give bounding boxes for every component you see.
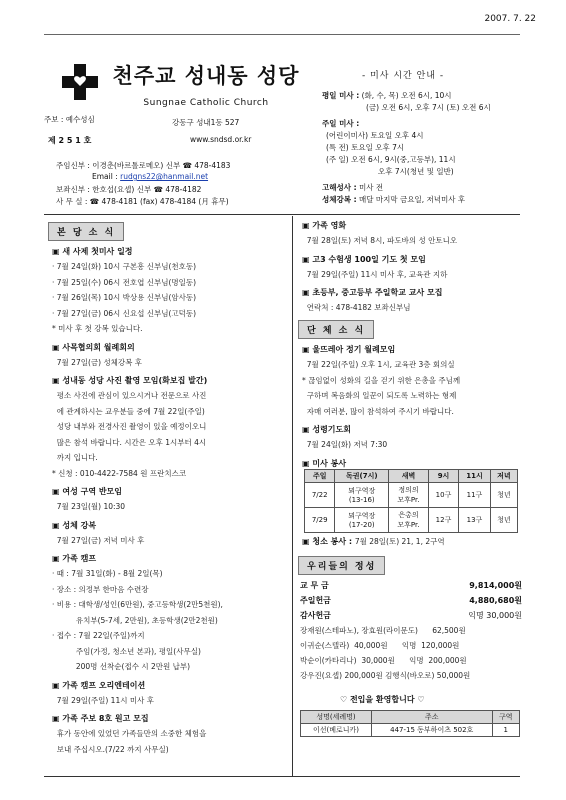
news-item-text: * 신청 : 010-4422-7584 원 프란치스코 (52, 468, 187, 478)
adoration-line (322, 194, 465, 205)
finance-row (300, 608, 522, 623)
mass-service-row (305, 508, 518, 533)
groups-news-heading: 단 체 소 식 (298, 320, 374, 339)
news-item-text: · 7월 25일(수) 06시 전호엽 신부님(명일동) (52, 277, 197, 287)
church-title: 천주교 성내동 성당 (112, 64, 300, 88)
news-item-text: 연락처 : 478-4182 보좌신부님 (302, 303, 411, 312)
parish-news-list (52, 244, 288, 757)
donation-line: 이귀순(스텔라) 40,000원 익명 120,000원 (300, 641, 460, 650)
mass-service-header-row (305, 470, 518, 483)
bottom-divider (44, 776, 520, 777)
patron: 주보 : 예수성심 (44, 115, 95, 124)
news-item-heading: ▣ 사목협의회 월례회의 (52, 342, 135, 352)
news-item-text: 7월 22일(주일) 오후 1시, 교육관 3층 회의실 (302, 360, 455, 369)
finance-label: 주일헌금 (300, 596, 331, 605)
donation-line: 강우진(요셉) 200,000원 김행식(바오로) 50,000원 (300, 671, 471, 680)
news-item-text: · 장소 : 의정부 한마음 수련장 (52, 584, 149, 594)
mass-service-row (305, 483, 518, 508)
mass-service-col-header: 9시 (428, 470, 458, 483)
cleaning-value: 7월 28일(토) 21, 1, 2구역 (354, 537, 445, 546)
news-item-text: · 접수 : 7월 22일(주일)까지 (52, 631, 145, 640)
news-item-text: 7월 29일(주일) 11시 미사 후, 교육관 지하 (302, 269, 448, 279)
mass-service-body (305, 483, 518, 533)
news-item-text: * 미사 후 첫 강복 있습니다. (52, 324, 143, 333)
news-item-text: · 때 : 7월 31일(화) - 8월 2일(목) (52, 569, 163, 578)
news-item-heading: ▣ 초등부, 중고등부 주일학교 교사 모집 (302, 288, 443, 297)
news-item-heading: ▣ 새 사제 첫미사 일정 (52, 247, 133, 256)
news-item-heading: ▣ 성령기도회 (302, 425, 351, 434)
news-item-heading: ▣ 미사 봉사 (302, 458, 347, 468)
welcome-cell: 447-15 동부하이츠 502호 (371, 724, 492, 737)
welcome-cell: 이선(베로니카) (301, 724, 372, 737)
mass-service-cell: 13구 (459, 508, 491, 533)
pastor-info: 주임신부 : 이경춘(바르톨로메오) 신부 ☎ 478-4183 (56, 161, 231, 170)
welcome-title: ♡ 전입을 환영합니다 ♡ (340, 695, 425, 704)
finance-label: 감사헌금 (300, 611, 331, 620)
mass-service-col-header: 11시 (459, 470, 491, 483)
news-item-heading: ▣ 가족 캠프 (52, 554, 97, 563)
donation-line: 박순이(카타리나) 30,000원 익명 200,000원 (300, 656, 467, 665)
finance-amount: 4,880,680원 (469, 596, 522, 605)
office-info: 사 무 실 : ☎ 478-4181 (fax) 478-4184 (月 휴무) (56, 197, 229, 206)
sunday-mass-2: (특 전) 토요일 오후 7시 (326, 143, 405, 152)
news-item-heading: ▣ 성체 강복 (52, 520, 97, 530)
news-item-text: 구하며 복음화의 일꾼이 되도록 노력하는 형제 (302, 391, 457, 400)
donation-line: 장재원(스테파노), 장효원(라이문도) 62,500원 (300, 626, 466, 635)
news-item-text: 자매 여러분, 많이 참석하여 주시기 바랍니다. (302, 406, 454, 416)
finance-label: 교 무 금 (300, 581, 329, 590)
news-item-text: 7월 28일(토) 저녁 8시, 파도바의 성 안토니오 (302, 236, 458, 245)
welcome-col-header: 구역 (492, 711, 519, 724)
groups-news-list (302, 342, 522, 471)
news-item-text: 200명 선착순(접수 시 2만원 납부) (52, 662, 191, 671)
mass-service-col-header: 독권(7시) (335, 470, 389, 483)
news-item-heading: ▣ 가족 영화 (302, 221, 347, 230)
mass-service-cell: 뫼구역장 (17-20) (335, 508, 389, 533)
church-cross-logo-icon (60, 62, 100, 102)
cleaning-label: ▣ 청소 봉사 : (302, 537, 353, 546)
address: 강동구 성내1동 527 (172, 118, 240, 127)
finance-row (300, 593, 522, 608)
email-line (92, 172, 208, 181)
top-divider (44, 34, 520, 35)
assistant-info: 보좌신부 : 한호섭(요셉) 신부 ☎ 478-4182 (56, 185, 202, 194)
issue-number: 제 2 5 1 호 (48, 136, 92, 145)
news-item-text: 7월 24일(화) 저녁 7:30 (302, 440, 388, 449)
news-item-text: 보내 주십시오.(7/22 까지 사무실) (52, 744, 169, 754)
news-item-heading: ▣ 성내동 성당 사진 촬영 모임(화보집 발간) (52, 376, 208, 385)
adoration-value: 매달 마지막 금요일, 저녁미사 후 (358, 195, 466, 204)
news-item-text: · 비용 : 대학생/성인(6만원), 중고등학생(2만5천원), (52, 600, 223, 609)
mass-service-col-header: 주일 (305, 470, 335, 483)
news-item-heading: ▣ 가족 주보 8호 원고 모집 (52, 714, 149, 723)
mass-service-table (304, 469, 518, 533)
mass-service-cell: 청년 (490, 483, 517, 508)
column-divider (292, 216, 293, 776)
church-subtitle: Sungnae Catholic Church (143, 98, 269, 108)
news-item-text: 7월 27일(금) 성체강복 후 (52, 357, 143, 367)
finance-row (300, 578, 522, 593)
weekday-mass-2: (금) 오전 6시, 오후 7시 (토) 오전 6시 (366, 103, 491, 112)
mass-service-col-header: 새벽 (389, 470, 429, 483)
mass-schedule-title: - 미사 시간 안내 - (362, 71, 445, 81)
mass-service-cell: 뫼구역장 (13-16) (335, 483, 389, 508)
welcome-table (300, 710, 520, 737)
news-item-heading: ▣ 여성 구역 반모임 (52, 487, 123, 496)
news-item-heading: ▣ 울뜨레아 정기 월례모임 (302, 345, 396, 354)
sunday-mass-label (322, 118, 359, 129)
sunday-mass-4: 오후 7시(청년 및 일반) (378, 167, 454, 176)
welcome-header-row (301, 711, 520, 724)
finance-amount: 익명 30,000원 (468, 611, 522, 620)
mass-service-cell: 12구 (428, 508, 458, 533)
email-link[interactable]: rudgns22@hanmail.net (120, 172, 209, 181)
sunday-mass-1: (어린이미사) 토요일 오후 4시 (326, 131, 424, 140)
mass-service-cell: 정의의 모후Pr. (389, 483, 429, 508)
sunday-mass-label-text: 주일 미사 : (322, 119, 360, 128)
news-item-heading: ▣ 가족 캠프 오리엔테이션 (52, 680, 146, 690)
news-item-text: · 7월 24일(화) 10시 구본흥 신부님(천호동) (52, 262, 197, 271)
mass-service-cell: 은총의 모후Pr. (389, 508, 429, 533)
mass-service-cell: 청년 (490, 508, 517, 533)
news-item-text: 까지 입니다. (52, 453, 98, 462)
sunday-mass-3: (주 일) 오전 6시, 9시(중,고등부), 11시 (326, 155, 456, 164)
mass-service-cell: 7/29 (305, 508, 335, 533)
confession-value: 미사 전 (358, 183, 384, 192)
header-divider (44, 214, 520, 215)
weekday-mass-times-1: (화, 수, 목) 오전 6시, 10시 (361, 91, 452, 100)
news-item-text: 7월 27일(금) 저녁 미사 후 (52, 535, 145, 545)
finance-amount: 9,814,000원 (469, 581, 522, 590)
news-item-text: 에 관계하시는 교우분들 중에 7월 22일(주일) (52, 406, 205, 416)
news-item-text: · 7월 26일(목) 10시 박상용 신부님(암사동) (52, 293, 197, 302)
website-link[interactable]: www.sndsd.or.kr (190, 135, 252, 144)
finance-heading: 우리들의 정성 (298, 556, 385, 575)
mass-service-cell: 11구 (459, 483, 491, 508)
weekday-mass-label: 평일 미사 : (322, 91, 360, 100)
welcome-cell: 1 (492, 724, 519, 737)
weekday-mass-1 (322, 90, 452, 101)
news-item-text: 성당 내부와 전경사진 촬영이 있을 예정이오니 (52, 422, 207, 431)
mass-service-cell: 7/22 (305, 483, 335, 508)
news-item-text: 많은 참석 바랍니다. 시간은 오후 1시부터 4시 (52, 437, 207, 447)
issue-date: 2007. 7. 22 (484, 14, 536, 24)
welcome-col-header: 성명(세례명) (301, 711, 372, 724)
finance-list (300, 578, 522, 683)
cleaning-service (302, 536, 445, 547)
welcome-body (301, 724, 520, 737)
news-item-text: 7월 29일(주일) 11시 미사 후 (52, 695, 154, 705)
email-label: Email : (92, 172, 121, 181)
adoration-label: 성체강복 : (322, 195, 357, 204)
news-item-text: 주임(가정, 청소년 본과), 평일(사무실) (52, 646, 201, 656)
welcome-row (301, 724, 520, 737)
news-item-text: 평소 사진에 관심이 있으시거나 전문으로 사진 (52, 391, 207, 400)
news-item-text: · 7월 27일(금) 06시 신요섭 신부님(고덕동) (52, 308, 197, 318)
confession-label: 고해성사 : (322, 183, 357, 192)
right-news-list (302, 218, 522, 316)
welcome-col-header: 주소 (371, 711, 492, 724)
mass-service-col-header: 저녁 (490, 470, 517, 483)
news-item-text: * 끊임없이 성화의 길을 걷기 위한 은총을 주님께 (302, 375, 461, 385)
news-item-text: 휴가 동안에 있었던 가족들만의 소중한 체험을 (52, 729, 207, 738)
confession-line (322, 182, 383, 193)
news-item-text: 7월 23일(월) 10:30 (52, 502, 126, 511)
news-item-text: 유치부(5-7세, 2만원), 초등학생(2만2천원) (52, 615, 218, 625)
parish-news-heading: 본 당 소 식 (48, 222, 124, 241)
mass-service-cell: 10구 (428, 483, 458, 508)
news-item-heading: ▣ 고3 수험생 100일 기도 첫 모임 (302, 254, 426, 264)
